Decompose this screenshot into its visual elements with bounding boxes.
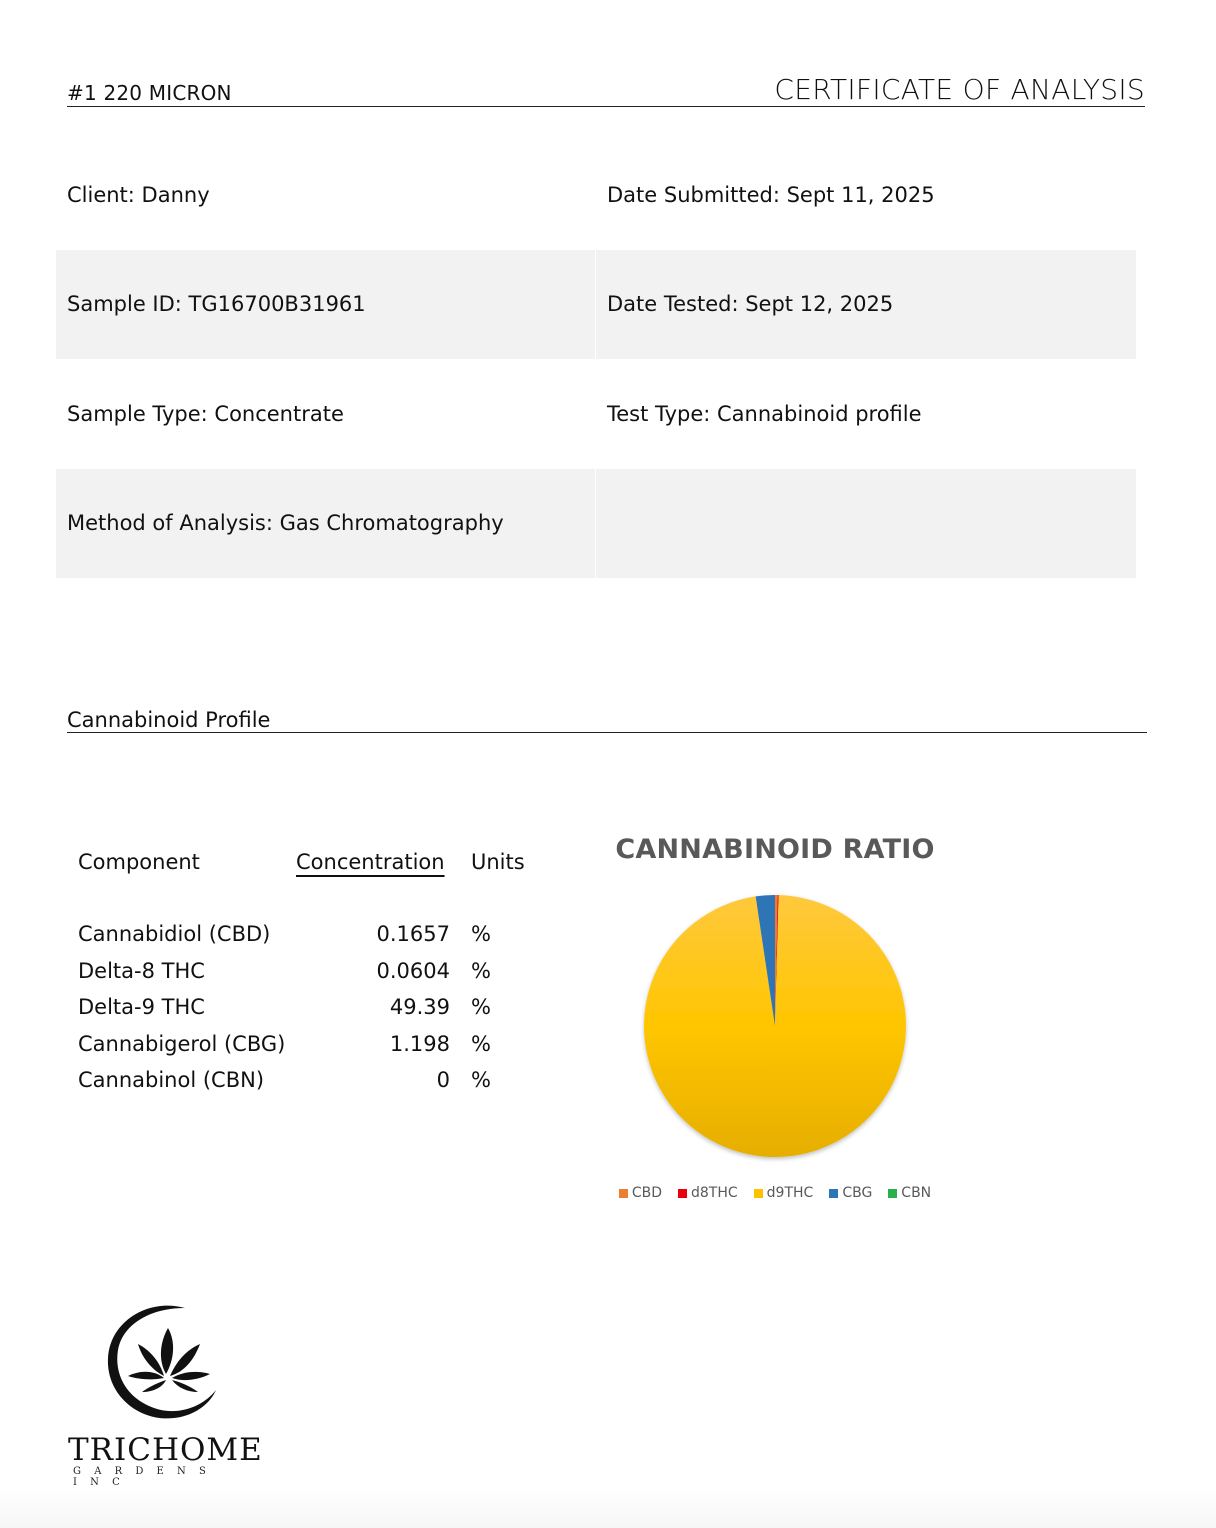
component-name: Cannabigerol (CBG) — [78, 1031, 286, 1056]
pie-chart — [600, 880, 950, 1180]
company-logo — [60, 1300, 263, 1488]
chart-legend — [600, 1185, 950, 1201]
units-value: % — [471, 995, 491, 1020]
column-header-concentration: Concentration — [296, 850, 445, 874]
component-name: Cannabidiol (CBD) — [78, 922, 271, 946]
product-name: #1 220 MICRON — [67, 81, 232, 105]
concentration-value: 49.39 — [389, 995, 450, 1020]
column-header-component: Component — [78, 850, 200, 874]
info-row — [56, 250, 1136, 360]
units-value: % — [471, 1068, 491, 1093]
test-type-field: Test Type: Cannabinoid profile — [607, 401, 922, 426]
date-tested-field: Date Tested: Sept 12, 2025 — [596, 250, 1136, 360]
legend-swatch — [888, 1189, 897, 1198]
leaf-logo-icon — [90, 1300, 230, 1430]
cannabinoid-table — [78, 846, 548, 1093]
table-row — [78, 1064, 548, 1101]
sample-type-field: Sample Type: Concentrate — [67, 401, 344, 426]
sample-id-field: Sample ID: TG16700B31961 — [56, 250, 595, 360]
legend-swatch — [754, 1189, 763, 1198]
brand-name: TRICHOME — [68, 1432, 263, 1468]
units-value: % — [471, 958, 491, 983]
concentration-value: 1.198 — [389, 1031, 450, 1056]
legend-label: CBD — [631, 1185, 662, 1201]
date-submitted-field: Date Submitted: Sept 11, 2025 — [607, 182, 935, 207]
table-header — [78, 846, 548, 882]
document-header — [67, 70, 1145, 107]
concentration-value: 0.0604 — [376, 958, 450, 983]
table-row — [78, 955, 548, 992]
client-field: Client: Danny — [67, 182, 210, 207]
legend-item-cbg — [829, 1185, 872, 1201]
section-heading — [67, 704, 1147, 733]
column-header-units: Units — [471, 850, 525, 874]
table-row — [78, 1028, 548, 1065]
table-row — [78, 918, 548, 955]
chart-title: CANNABINOID RATIO — [615, 834, 935, 865]
legend-label: d8THC — [691, 1185, 738, 1201]
section-title: Cannabinoid Profile — [67, 708, 271, 732]
sample-info-table — [56, 140, 1136, 578]
legend-label: CBG — [842, 1185, 873, 1201]
legend-swatch — [619, 1189, 628, 1198]
legend-item-d8thc — [678, 1185, 738, 1201]
units-value: % — [471, 922, 491, 946]
table-body — [78, 918, 548, 1101]
info-row — [56, 140, 1136, 250]
component-name: Delta-9 THC — [78, 995, 205, 1020]
document-title: CERTIFICATE OF ANALYSIS — [774, 73, 1145, 106]
concentration-value: 0 — [436, 1068, 450, 1093]
legend-item-d9thc — [754, 1185, 814, 1201]
legend-swatch — [678, 1189, 687, 1198]
legend-label: d9THC — [766, 1185, 814, 1201]
info-row — [56, 469, 1136, 579]
legend-item-cbn — [888, 1185, 931, 1201]
legend-swatch — [829, 1189, 838, 1198]
empty-cell — [596, 469, 1136, 579]
brand-subtitle: GARDENS INC — [73, 1466, 220, 1488]
info-row — [56, 359, 1136, 469]
component-name: Cannabinol (CBN) — [78, 1068, 265, 1093]
units-value: % — [471, 1031, 491, 1056]
method-field: Method of Analysis: Gas Chromatography — [56, 469, 595, 579]
legend-item-cbd — [619, 1185, 662, 1201]
legend-label: CBN — [901, 1185, 932, 1201]
table-row — [78, 991, 548, 1028]
concentration-value: 0.1657 — [376, 922, 450, 946]
component-name: Delta-8 THC — [78, 958, 205, 983]
